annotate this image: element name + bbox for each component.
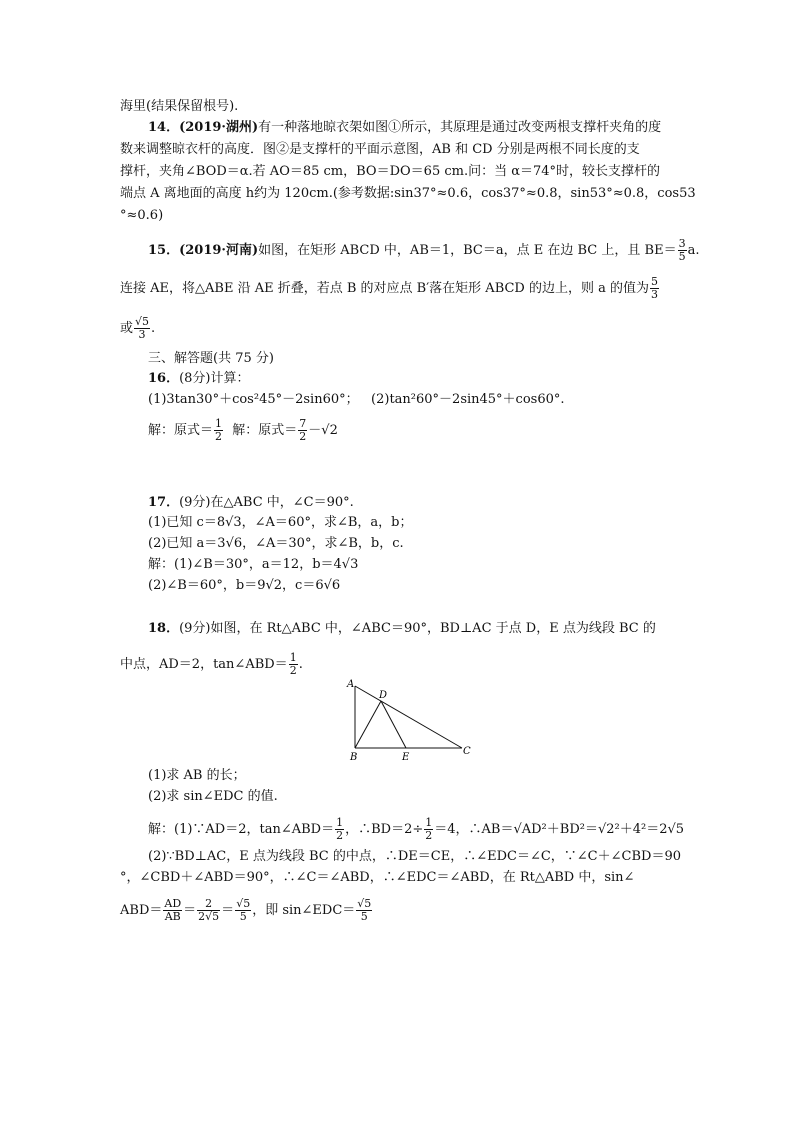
q14-line2: 数来调整晾衣杆的高度．图②是支撑杆的平面示意图，AB 和 CD 分别是两根不同长度的支 xyxy=(120,142,640,157)
q16-answer-frac-2 xyxy=(298,418,307,443)
frac-den: 5 xyxy=(360,910,368,923)
q18-solution-2-line3 xyxy=(120,898,373,923)
q16-expressions xyxy=(148,391,565,409)
q17-title xyxy=(148,494,354,512)
q18-part-1: (1)求 AB 的长； xyxy=(148,768,246,783)
q14-line1 xyxy=(148,119,661,137)
q18-solution-2-line1: (2)∵BD⊥AC，E 点为线段 BC 的中点，∴DE＝CE，∴∠EDC＝∠C，∵∠C＋∠CBD＝90 xyxy=(148,849,681,864)
segment-bd xyxy=(355,701,381,748)
q16-answer-label-1: 解：原式＝ xyxy=(148,423,214,438)
frac-den: 2 xyxy=(425,829,433,842)
q15-fraction-2 xyxy=(650,276,659,301)
q17-part-1: (1)已知 c＝8√3，∠A＝60°，求∠B，a，b； xyxy=(148,515,413,530)
s2-frac-1 xyxy=(163,898,182,923)
q17-text: 在△ABC 中，∠C＝90°. xyxy=(210,495,354,510)
q17-answer-1: 解：(1)∠B＝30°，a＝12，b＝4√3 xyxy=(148,557,359,572)
frac-den: 5 xyxy=(678,250,686,263)
q18-text: 如图，在 Rt△ABC 中，∠ABC＝90°，BD⊥AC 于点 D，E 点为线段 BC 的 xyxy=(210,621,656,636)
q18-number: 18． xyxy=(148,621,180,636)
label-e: E xyxy=(402,752,410,763)
s2-frac-3 xyxy=(235,898,251,923)
s1-text-b: ，∴BD＝2÷ xyxy=(345,822,424,837)
s1-text-c: ＝4，∴AB＝√AD²＋BD²＝√2²＋4²＝2√5 xyxy=(434,822,685,837)
frac-num: 5 xyxy=(651,275,659,288)
frac-den: 3 xyxy=(138,328,146,341)
label-c: C xyxy=(463,746,471,757)
frac-num: AD xyxy=(164,897,182,910)
q16-text: 计算： xyxy=(210,371,250,386)
q16-answer-frac-1 xyxy=(214,418,223,443)
q16-expr-1: (1)3tan30°＋cos²45°－2sin60°； xyxy=(148,392,359,407)
q14-line3: 撑杆，夹角∠BOD＝α.若 AO＝85 cm，BO＝DO＝65 cm.问：当 α＝74°时，较长支撑杆的 xyxy=(120,164,661,179)
frac-den: 2 xyxy=(336,829,344,842)
frac-num: 1 xyxy=(425,816,433,829)
q15-number: 15． xyxy=(148,243,180,258)
q18-line1 xyxy=(148,620,656,638)
q16-number: 16． xyxy=(148,371,180,386)
s1-frac-2 xyxy=(424,817,433,842)
q17-answer-2: (2)∠B＝60°，b＝9√2，c＝6√6 xyxy=(148,578,341,593)
section-heading: 三、解答题(共 75 分) xyxy=(148,351,274,366)
q15-text-tail: a. xyxy=(687,243,700,258)
s2-frac-4 xyxy=(356,898,372,923)
q16-answer-tail: －√2 xyxy=(308,423,338,438)
s1-text-a: 解：(1)∵AD＝2，tan∠ABD＝ xyxy=(148,822,335,837)
frac-num: √5 xyxy=(236,897,251,910)
frac-num: 3 xyxy=(678,237,686,250)
label-b: B xyxy=(350,752,358,763)
segment-ac xyxy=(355,686,462,748)
frac-den: AB xyxy=(164,910,181,923)
frac-den: 3 xyxy=(651,288,659,301)
q13-tail: 海里(结果保留根号). xyxy=(120,99,239,114)
q15-line2 xyxy=(120,276,660,301)
frac-num: √5 xyxy=(135,315,150,328)
frac-num: √5 xyxy=(357,897,372,910)
q16-answer xyxy=(148,418,338,443)
frac-den: 2 xyxy=(215,430,223,443)
s2-eq-1: ＝ xyxy=(183,903,197,918)
frac-num: 2 xyxy=(197,898,220,911)
triangle-figure xyxy=(340,676,480,766)
q14-source: (2019·湖州) xyxy=(179,120,259,135)
q17-score: (9分) xyxy=(179,495,211,510)
label-a: A xyxy=(347,679,355,690)
q14-number: 14． xyxy=(148,120,180,135)
q15-text: 如图，在矩形 ABCD 中，AB＝1，BC＝a，点 E 在边 BC 上，且 BE＝ xyxy=(258,243,677,258)
q15-text-2: 连接 AE，将△ABE 沿 AE 折叠，若点 B 的对应点 B′落在矩形 ABCD 的边上，则 a 的值为 xyxy=(120,281,650,296)
q16-expr-2: (2)tan²60°－2sin45°＋cos60°. xyxy=(371,392,565,407)
frac-num: 1 xyxy=(289,651,297,664)
q14-line5: °≈0.6) xyxy=(120,208,164,223)
q17-number: 17． xyxy=(148,495,180,510)
q18-period: . xyxy=(298,657,303,672)
q16-title xyxy=(148,370,250,388)
q15-line3 xyxy=(120,316,155,341)
frac-num: 1 xyxy=(215,417,223,430)
frac-den: 2 xyxy=(299,430,307,443)
frac-num: 1 xyxy=(336,816,344,829)
q18-text-2: 中点，AD＝2，tan∠ABD＝ xyxy=(120,657,288,672)
q18-solution-1 xyxy=(148,817,684,842)
q15-line1 xyxy=(148,238,699,263)
q15-fraction-1 xyxy=(678,238,687,263)
q15-period: . xyxy=(151,321,156,336)
frac-den: 2 xyxy=(289,664,297,677)
q18-fraction xyxy=(289,652,298,677)
q14-text: 有一种落地晾衣架如图①所示，其原理是通过改变两根支撑杆夹角的度 xyxy=(258,120,662,135)
q14-line4: 端点 A 离地面的高度 h约为 120cm.(参考数据:sin37°≈0.6，cos37°≈0.8，sin53°≈0.8，cos53 xyxy=(120,186,696,201)
q18-part-2: (2)求 sin∠EDC 的值. xyxy=(148,789,278,804)
q16-answer-label-2: 解：原式＝ xyxy=(232,423,298,438)
q18-solution-2-line2: °，∠CBD＋∠ABD＝90°，∴∠C＝∠ABD，∴∠EDC＝∠ABD，在 Rt△ABD 中，sin∠ xyxy=(120,870,635,885)
q16-score: (8分) xyxy=(179,371,211,386)
q15-fraction-3 xyxy=(134,316,150,341)
q15-source: (2019·河南) xyxy=(179,243,259,258)
s2-frac-2 xyxy=(197,898,220,923)
frac-den: 2√5 xyxy=(198,910,220,923)
s2-eq-2: ＝ xyxy=(221,903,235,918)
frac-num: 7 xyxy=(299,417,307,430)
s2-text-b: ，即 sin∠EDC＝ xyxy=(252,903,356,918)
frac-den: 5 xyxy=(239,910,247,923)
q18-line2 xyxy=(120,652,303,677)
s1-frac-1 xyxy=(335,817,344,842)
label-d: D xyxy=(379,690,388,701)
q15-or: 或 xyxy=(120,321,134,336)
q17-part-2: (2)已知 a＝3√6，∠A＝30°，求∠B，b，c. xyxy=(148,536,404,551)
q18-score: (9分) xyxy=(179,621,211,636)
s2-text-a: ABD＝ xyxy=(120,903,163,918)
